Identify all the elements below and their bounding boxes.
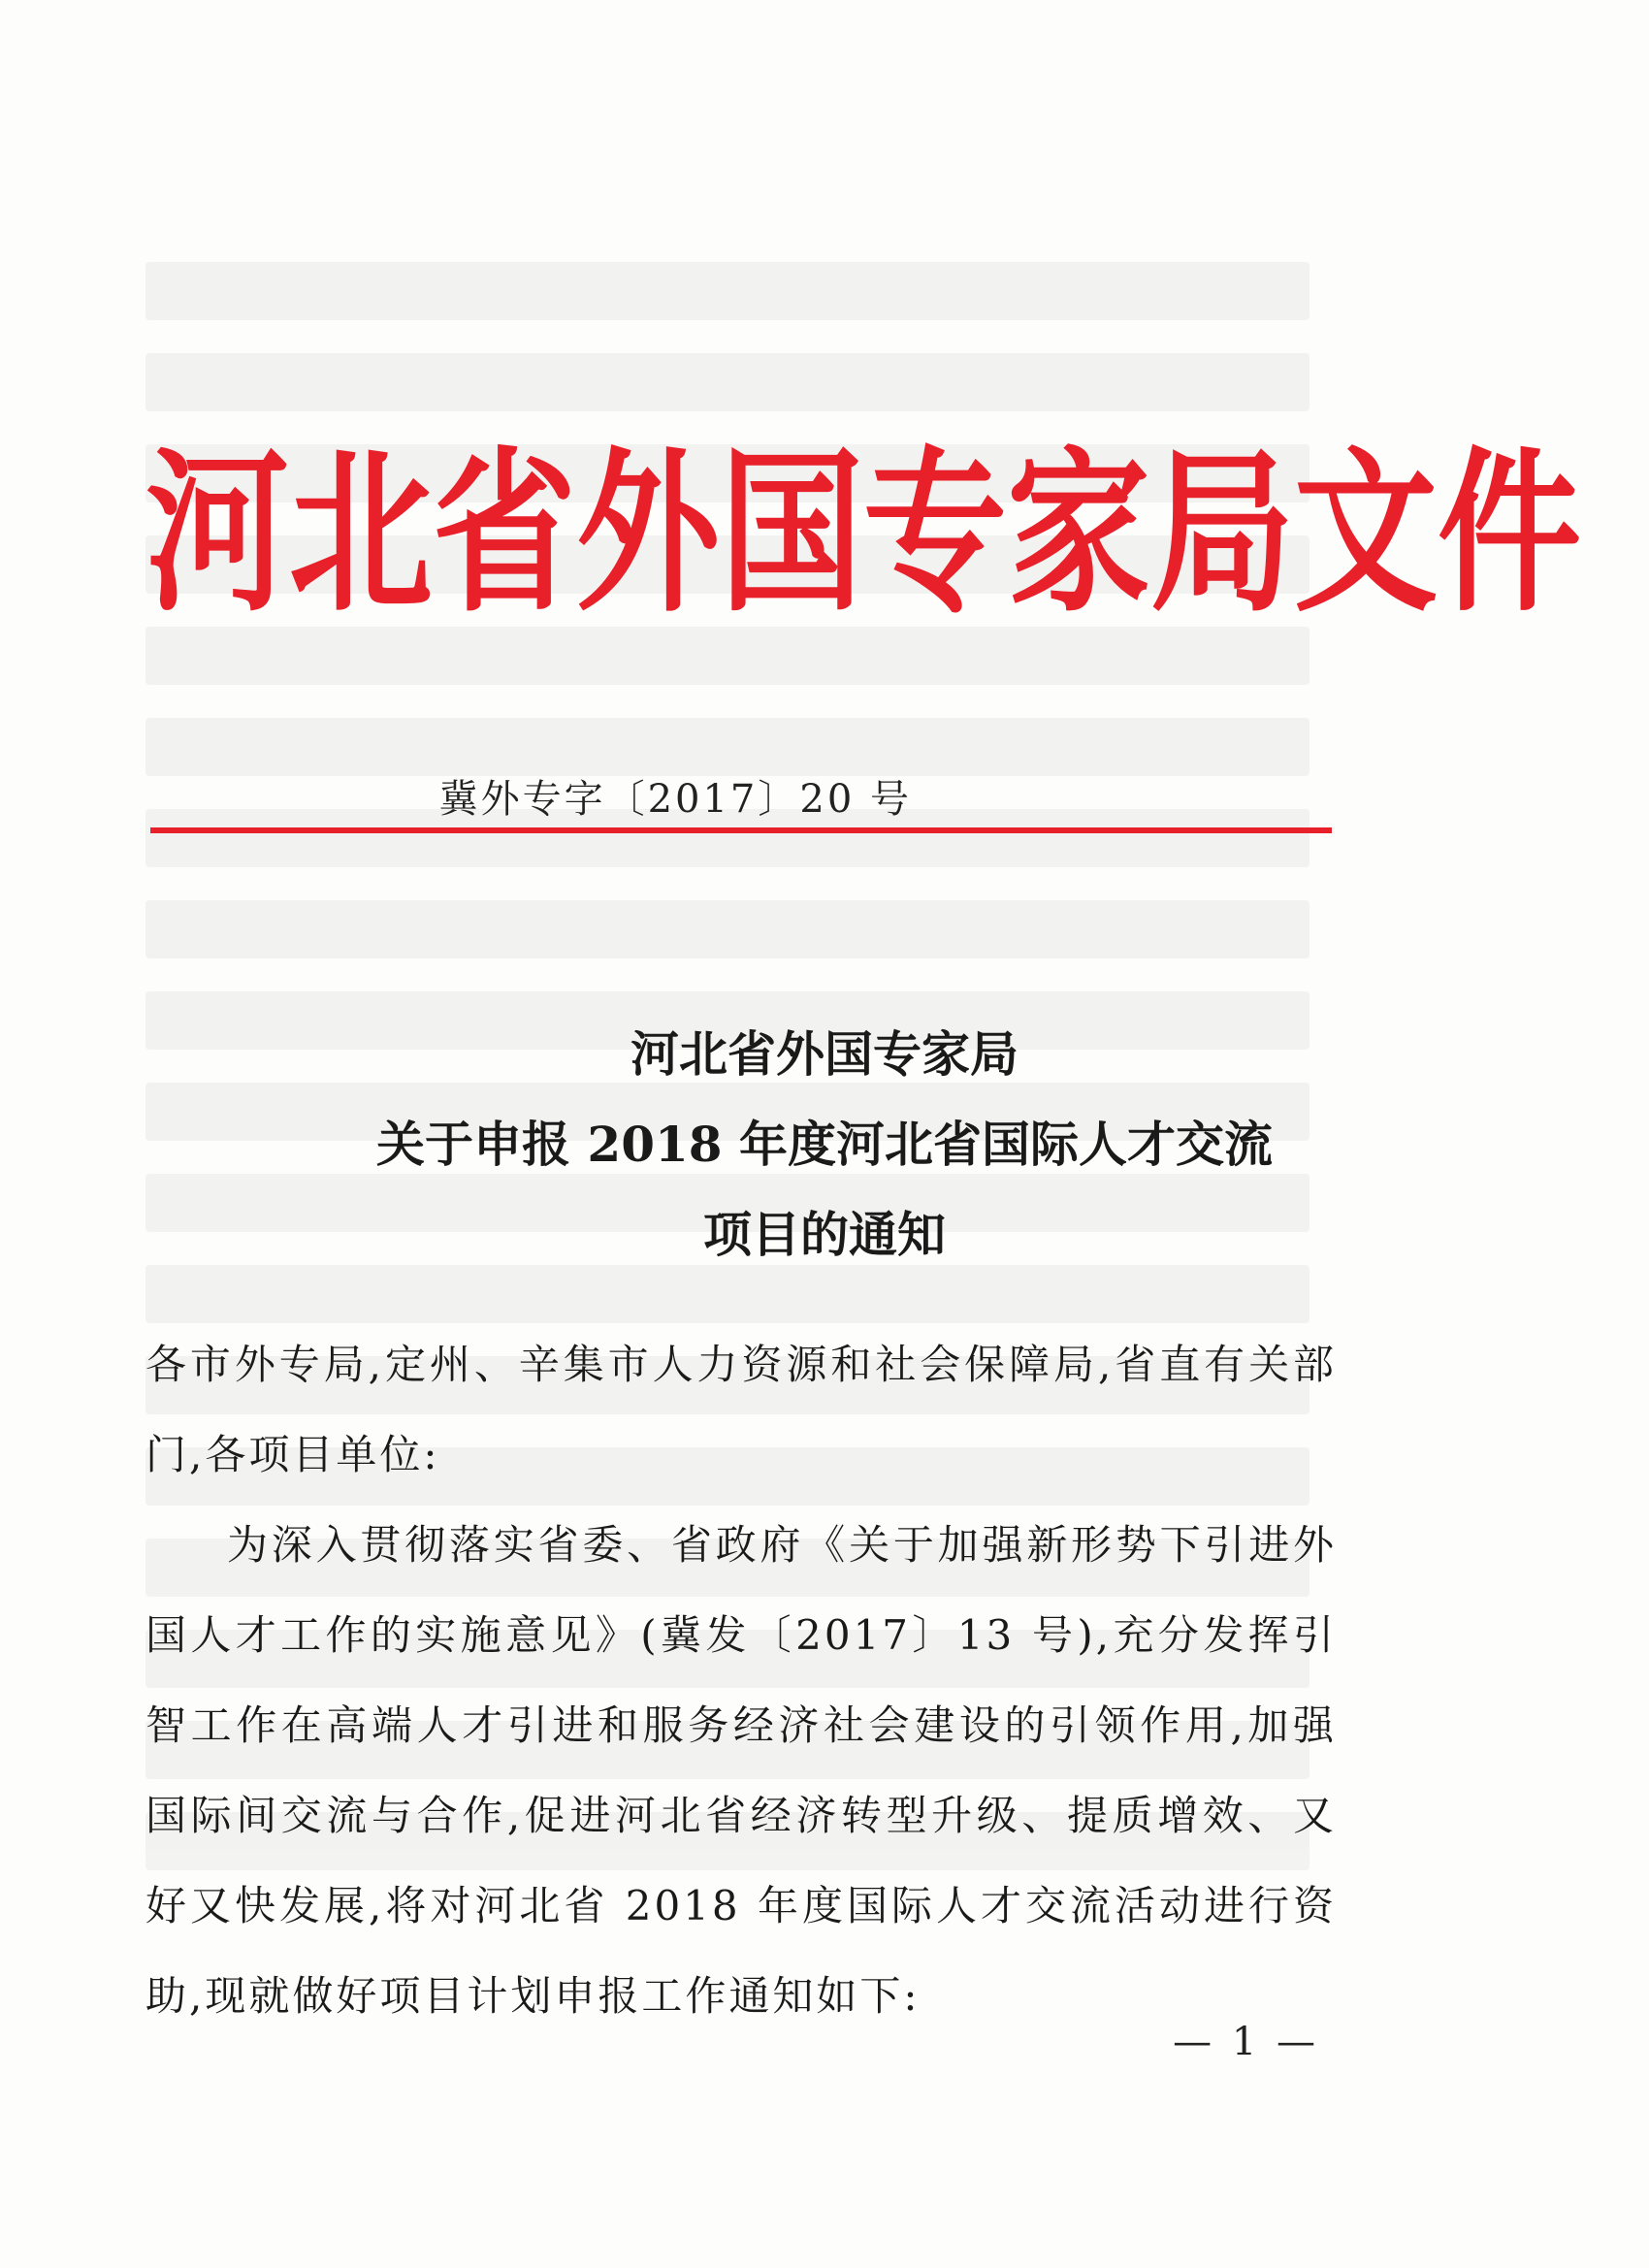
notice-body <box>146 1319 1337 2041</box>
header-char: 省 <box>433 432 576 635</box>
notice-title-line2: 关于申报 2018 年度河北省国际人才交流 <box>376 1116 1273 1173</box>
header-char: 北 <box>289 432 433 635</box>
notice-title-line3: 项目的通知 <box>703 1206 946 1263</box>
notice-title <box>0 1009 1649 1280</box>
body-paragraph: 为深入贯彻落实省委、省政府《关于加强新形势下引进外国人才工作的实施意见》(冀发〔2017〕13 号),充分发挥引智工作在高端人才引进和服务经济社会建设的引领作用,加强国际间交流与合作,促进河北省经济转型升级、提质增效、又好又快发展,将对河北省 2018 年度国际人才交流活动进行资助,现就做好项目计划申报工作通知如下: <box>146 1521 1337 2020</box>
header-char: 河 <box>146 432 289 635</box>
header-char: 家 <box>1007 432 1150 635</box>
red-separator-line <box>150 827 1332 833</box>
header-char: 专 <box>863 432 1007 635</box>
notice-title-line1: 河北省外国专家局 <box>630 1025 1018 1083</box>
page-number: — 1 — <box>1173 2020 1319 2064</box>
document-header-title <box>146 415 1581 652</box>
header-char: 件 <box>1438 432 1581 635</box>
header-char: 文 <box>1294 432 1438 635</box>
header-char: 国 <box>720 432 863 635</box>
document-number: 冀外专字〔2017〕20 号 <box>438 777 912 822</box>
addressee-line: 各市外专局,定州、辛集市人力资源和社会保障局,省直有关部门,各项目单位: <box>146 1341 1337 1478</box>
header-char: 外 <box>576 432 720 635</box>
header-char: 局 <box>1150 432 1294 635</box>
